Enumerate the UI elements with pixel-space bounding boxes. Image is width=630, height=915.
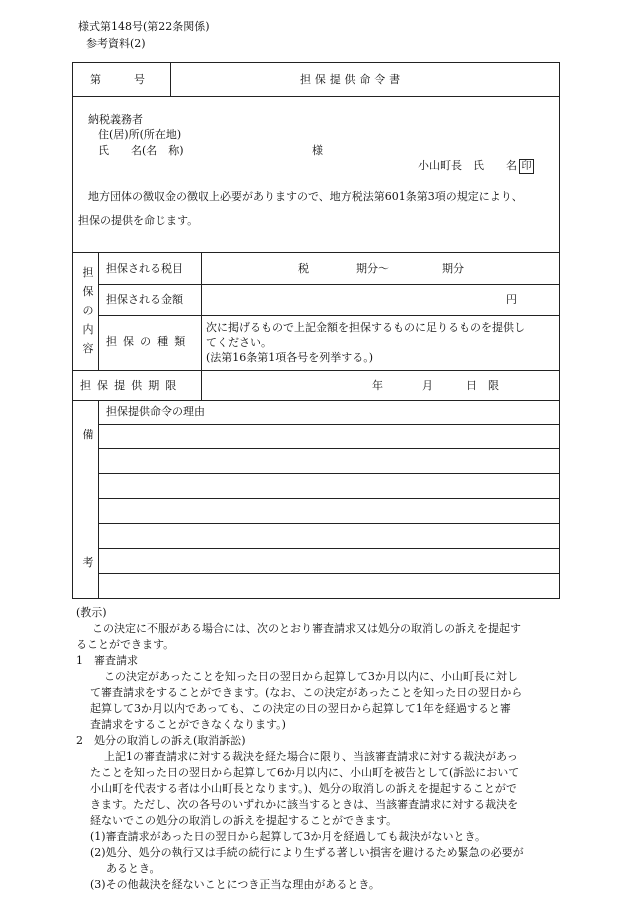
security-group-char-1: 担 [82,266,94,279]
exception-item-3: (3)その他裁決を経ないことにつき正当な理由があるとき。 [90,878,380,891]
address-label: 住(居)所(所在地) [98,128,182,141]
secured-amount-unit: 円 [506,293,517,306]
secured-amount-label: 担保される金額 [106,293,183,306]
security-group-char-5: 容 [82,342,94,355]
remarks-reason-label: 担保提供命令の理由 [106,405,205,418]
secured-tax-period-from: 期分～ [356,262,389,275]
section-1-line-3: 起算して3か月以内であっても、この決定の日の翌日から起算して1年を経過すると審 [90,702,511,715]
order-text-line-2: 担保の提供を命じます。 [78,214,199,227]
security-type-line-3: (法第16条第1項各号を列挙する。) [206,351,374,364]
deadline-day-limit: 日 限 [466,379,499,392]
deadline-label: 担保提供期限 [80,379,183,392]
deadline-year: 年 [372,379,383,392]
section-2-line-1: 上記1の審査請求に対する裁決を経た場合に限り、当該審査請求に対する裁決があっ [104,750,518,763]
document-title: 担保提供命令書 [300,73,404,86]
security-group-char-3: の [82,304,94,317]
security-type-line-1: 次に掲げるもので上記金額を担保するものに足りるものを提供し [206,321,525,334]
section-1-line-2: て審査請求をすることができます。(なお、この決定があったことを知った日の翌日から [90,686,523,699]
section-1-title: 1 審査請求 [76,654,138,667]
document-number-label: 第 号 [90,73,145,86]
secured-tax-period-to: 期分 [442,262,464,275]
instructions-heading: (教示) [76,606,107,619]
instructions-intro-2: ることができます。 [76,638,175,651]
section-1-line-1: この決定があったことを知った日の翌日から起算して3か月以内に、小山町長に対し [104,670,518,683]
remarks-char-top: 備 [82,428,94,441]
security-type-line-2: てください。 [206,336,272,349]
section-1-line-4: 査請求をすることができなくなります。) [90,718,286,731]
form-number: 様式第148号(第22条関係) [78,20,210,33]
name-label: 氏 名(名 称) [98,144,184,157]
secured-tax-label: 担保される税目 [106,262,183,275]
remarks-char-bottom: 考 [82,556,94,569]
security-group-char-4: 内 [82,323,94,336]
exception-item-2-line-1: (2)処分、処分の執行又は手続の続行により生ずる著しい損害を避けるため緊急の必要が [90,846,524,859]
instructions-intro-1: この決定に不服がある場合には、次のとおり審査請求又は処分の取消しの訴えを提起す [92,622,521,635]
deadline-month: 月 [422,379,433,392]
section-2-line-3: 小山町を代表する者は小山町長となります。)、処分の取消しの訴えを提起することがで [90,782,517,795]
order-text-line-1: 地方団体の徴収金の徴収上必要がありますので、地方税法第601条第3項の規定により、 [88,190,523,203]
issuer-name-label: 小山町長 氏 名 [418,159,517,172]
exception-item-1: (1)審査請求があった日の翌日から起算して3か月を経過しても裁決がないとき。 [90,830,487,843]
issuer-title [418,159,534,174]
section-2-line-4: きます。ただし、次の各号のいずれかに該当するときは、当該審査請求に対する裁決を [90,798,519,811]
secured-tax-value-tax: 税 [298,262,309,275]
seal-mark: 印 [519,159,534,174]
exception-item-2-line-2: あるとき。 [106,862,161,875]
section-2-line-5: 経ないでこの処分の取消しの訴えを提起することができます。 [90,814,398,827]
section-2-title: 2 処分の取消しの訴え(取消訴訟) [76,734,246,747]
security-group-char-2: 保 [82,285,94,298]
honorific-sama: 様 [312,144,323,157]
taxpayer-label: 納税義務者 [88,113,143,126]
security-type-label: 担保の種類 [106,335,192,348]
section-2-line-2: たことを知った日の翌日から起算して6か月以内に、小山町を被告として(訴訟において [90,766,520,779]
reference-material: 参考資料(2) [86,37,146,50]
